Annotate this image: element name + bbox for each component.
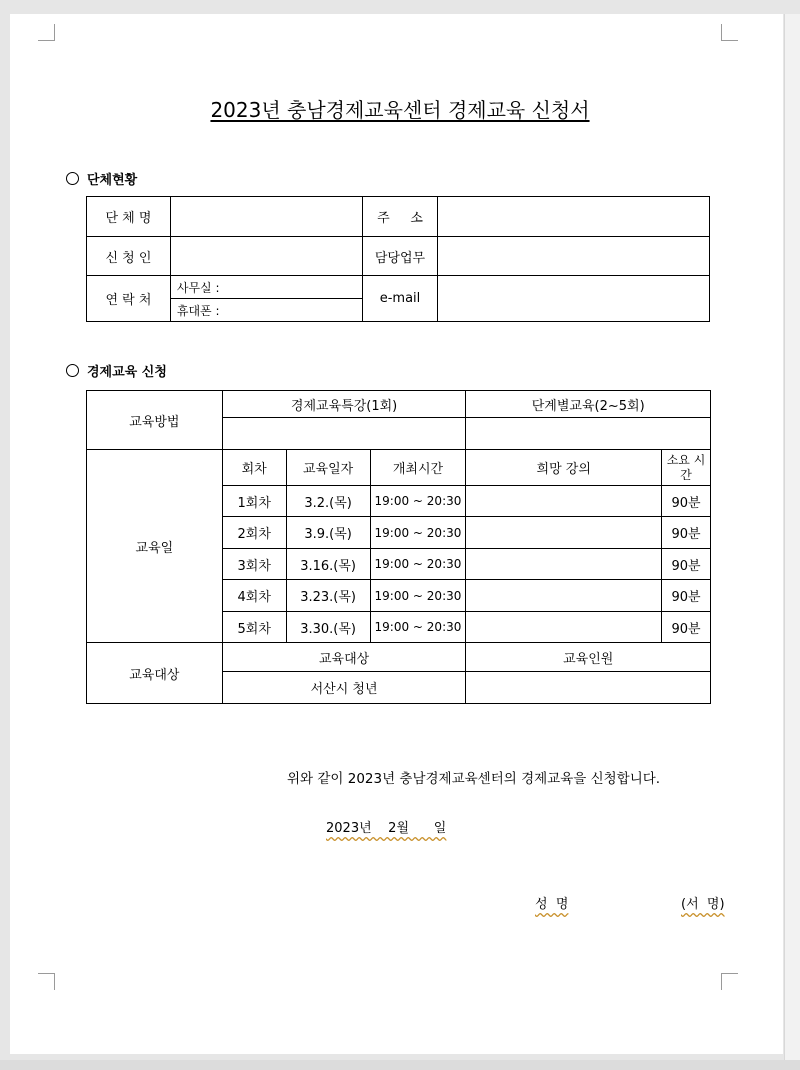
date-cell: 3.2.(목) xyxy=(286,486,370,517)
duty-field[interactable] xyxy=(438,237,710,276)
date-label: 교육일 xyxy=(87,450,223,643)
duration-cell: 90분 xyxy=(662,612,711,643)
session-header: 회차 xyxy=(222,450,286,486)
method-label: 교육방법 xyxy=(87,391,223,450)
duty-label: 담당업무 xyxy=(362,237,438,276)
time-cell: 19:00 ~ 20:30 xyxy=(370,517,466,549)
duration-header: 소요 시간 xyxy=(662,450,711,486)
time-cell: 19:00 ~ 20:30 xyxy=(370,486,466,517)
course-field[interactable] xyxy=(466,580,662,612)
org-info-table xyxy=(86,196,710,322)
duration-cell: 90분 xyxy=(662,549,711,580)
session-cell: 5회차 xyxy=(222,612,286,643)
office-phone-field[interactable]: 사무실 : xyxy=(170,276,362,299)
special-lecture-field[interactable] xyxy=(222,418,466,450)
section-heading-application: 경제교육 신청 xyxy=(66,361,167,380)
application-table xyxy=(86,390,711,704)
headcount-field[interactable] xyxy=(466,672,711,704)
duration-cell: 90분 xyxy=(662,517,711,549)
stage-education-header: 단계별교육(2~5회) xyxy=(466,391,711,418)
headcount-header: 교육인원 xyxy=(466,643,711,672)
stage-education-field[interactable] xyxy=(466,418,711,450)
time-cell: 19:00 ~ 20:30 xyxy=(370,612,466,643)
vertical-scrollbar[interactable] xyxy=(784,14,800,1070)
course-field[interactable] xyxy=(466,612,662,643)
target-header: 교육대상 xyxy=(222,643,466,672)
address-label: 주 소 xyxy=(362,197,438,237)
session-cell: 1회차 xyxy=(222,486,286,517)
org-name-label: 단 체 명 xyxy=(87,197,171,237)
applicant-field[interactable] xyxy=(170,237,362,276)
course-field[interactable] xyxy=(466,549,662,580)
circle-bullet-icon xyxy=(66,364,79,377)
applicant-label: 신 청 인 xyxy=(87,237,171,276)
date-cell: 3.16.(목) xyxy=(286,549,370,580)
date-cell: 3.9.(목) xyxy=(286,517,370,549)
signature-mark: (서 명) xyxy=(681,897,725,912)
application-date[interactable]: 2023년 2월 일 xyxy=(326,821,447,836)
course-header: 희망 강의 xyxy=(466,450,662,486)
email-label: e-mail xyxy=(362,276,438,322)
signature-label: 성 명 xyxy=(535,897,569,912)
section-heading-org: 단체현황 xyxy=(66,169,137,188)
time-cell: 19:00 ~ 20:30 xyxy=(370,580,466,612)
duration-cell: 90분 xyxy=(662,580,711,612)
date-cell: 3.23.(목) xyxy=(286,580,370,612)
time-header: 개최시간 xyxy=(370,450,466,486)
circle-bullet-icon xyxy=(66,172,79,185)
horizontal-scrollbar[interactable] xyxy=(0,1060,800,1070)
contact-label: 연 락 처 xyxy=(87,276,171,322)
document-title: 2023년 충남경제교육센터 경제교육 신청서 xyxy=(210,98,590,122)
crop-mark-bottom-left xyxy=(38,973,55,990)
course-field[interactable] xyxy=(466,486,662,517)
session-cell: 4회차 xyxy=(222,580,286,612)
special-lecture-header: 경제교육특강(1회) xyxy=(222,391,466,418)
date-header: 교육일자 xyxy=(286,450,370,486)
target-label: 교육대상 xyxy=(87,643,223,704)
email-field[interactable] xyxy=(438,276,710,322)
address-field[interactable] xyxy=(438,197,710,237)
session-cell: 3회차 xyxy=(222,549,286,580)
date-cell: 3.30.(목) xyxy=(286,612,370,643)
course-field[interactable] xyxy=(466,517,662,549)
target-value[interactable]: 서산시 청년 xyxy=(222,672,466,704)
crop-mark-top-right xyxy=(721,24,738,41)
duration-cell: 90분 xyxy=(662,486,711,517)
session-cell: 2회차 xyxy=(222,517,286,549)
time-cell: 19:00 ~ 20:30 xyxy=(370,549,466,580)
mobile-phone-field[interactable]: 휴대폰 : xyxy=(170,299,362,322)
crop-mark-top-left xyxy=(38,24,55,41)
org-name-field[interactable] xyxy=(170,197,362,237)
closing-statement: 위와 같이 2023년 충남경제교육센터의 경제교육을 신청합니다. xyxy=(287,771,661,787)
crop-mark-bottom-right xyxy=(721,973,738,990)
